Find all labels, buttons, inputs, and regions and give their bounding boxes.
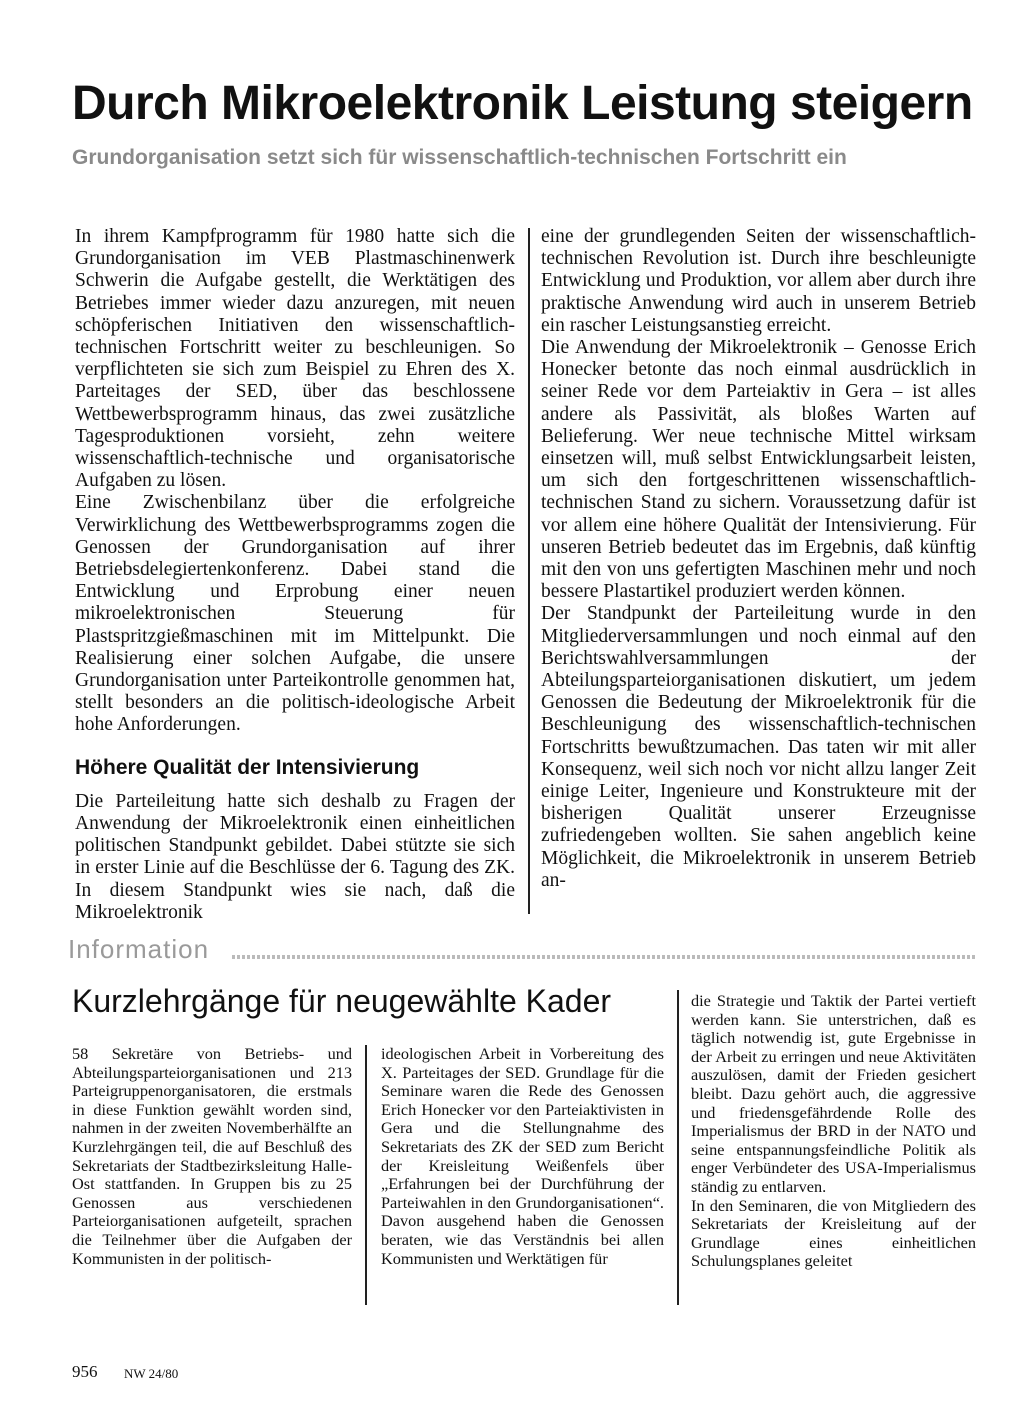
article-paragraph: eine der grundlegenden Seiten der wissenschaftlich-technischen Revolution ist. Durch ihre beschleunigte Entwicklung und Produktion, vor allem aber durch ihre praktische Anwendung wird auch in unserem Betrieb ein rascher Leistungsanstieg erreicht. — [541, 226, 976, 336]
article-paragraph: Die Anwendung der Mikroelektronik – Genosse Erich Honecker betonte das noch einmal ausdrücklich in seiner Rede vor dem Parteiaktiv in Gera – ist alles andere als Passivität, als bloßes Warten auf Belieferung. Wer neue technische Mittel wirksam einsetzen will, muß selbst Entwicklungsarbeit leisten, um sich den fortgeschrittenen wissenschaftlich-technischen Stand zu sichern. Voraussetzung dafür ist vor allem eine höhere Qualität der Intensivierung. Für unseren Betrieb bedeutet das im Ergebnis, daß künftig mit den von uns gefertigten Maschinen mehr und noch bessere Plastartikel produziert werden können. — [541, 337, 976, 603]
info-paragraph: ideologischen Arbeit in Vorbereitung des X. Parteitages der SED. Grundlage für die Seminare waren die Rede des Genossen Erich Honecker vor den Parteiaktivisten in Gera und die Stellungnahme des Sekretariats des ZK der SED zum Bericht der Kreisleitung Weißenfels über „Erfahrungen bei der Durchführung der Parteiwahlen in den Grundorganisationen“. Davon ausgehend haben die Genossen beraten, wie das Verständnis bei allen Kommunisten und Werktätigen für — [381, 1044, 664, 1268]
issue-label: NW 24/80 — [124, 1366, 179, 1381]
column-divider — [528, 228, 530, 914]
info-paragraph: In den Seminaren, die von Mitgliedern des Sekretariats der Kreisleitung auf der Grundlage eines einheitlichen Schulungsplanes geleitet — [691, 1195, 976, 1271]
info-column-3 — [691, 992, 976, 1271]
info-column-2 — [381, 1045, 664, 1268]
column-divider — [365, 1045, 367, 1305]
article-paragraph: Eine Zwischenbilanz über die erfolgreiche Verwirklichung des Wettbewerbsprogramms zogen die Genossen der Grundorganisation auf ihrer Betriebsdelegiertenkonferenz. Dabei stand die Entwicklung und Erprobung einer neuen mikroelektronischen Steuerung für Plastspritzgießmaschinen mit im Mittelpunkt. Die Realisierung einer solchen Aufgabe, die unsere Grundorganisation unter Parteikontrolle genommen hat, stellt besonders an die politisch-ideologische Arbeit hohe Anforderungen. — [75, 492, 515, 736]
column-divider — [677, 990, 679, 1305]
information-label: Information — [68, 934, 210, 964]
page-number: 956 — [72, 1362, 98, 1381]
section-heading: Höhere Qualität der Intensivierung — [75, 755, 420, 779]
info-paragraph: die Strategie und Taktik der Partei vertieft werden kann. Sie unterstrichen, daß es täglich notwendig ist, gute Ergebnisse in der Arbeit zu erringen und neue Aktivitäten auszulösen, damit der Frieden gesichert bleibt. Dazu gehört auch, die aggressive und friedensgefährdende Rolle des Imperialismus der BRD in der NATO und seine entspannungsfeindliche Politik als enger Verbündeter des USA-Imperialismus ständig zu entlarven. — [691, 991, 976, 1196]
article-column-2 — [541, 226, 976, 892]
info-title: Kurzlehrgänge für neugewählte Kader — [72, 983, 612, 1019]
article-title: Durch Mikroelektronik Leistung steigern — [72, 77, 973, 130]
info-column-1 — [72, 1045, 352, 1268]
article-paragraph: Die Parteileitung hatte sich deshalb zu Fragen der Anwendung der Mikroelektronik einen einheitlichen politischen Standpunkt gebildet. Dabei stützte sie sich in erster Linie auf die Beschlüsse der 6. Tagung des ZK. In diesem Standpunkt wies sie nach, daß die Mikroelektronik — [75, 790, 515, 923]
article-paragraph: Der Standpunkt der Parteileitung wurde in den Mitgliederversammlungen und noch einmal auf den Berichtswahlversammlungen der Abteilungsparteiorganisationen diskutiert, um jedem Genossen die Bedeutung der Mikroelektronik für die Beschleunigung des wissenschaftlich-technischen Fortschritts bewußtzumachen. Das taten wir mit aller Konsequenz, weil sich noch vor nicht allzu langer Zeit einige Leiter, Ingenieure und Konstrukteure mit der bisherigen Qualität unserer Erzeugnisse zufriedengeben wollten. Sie sahen angeblich keine Möglichkeit, die Mikroelektronik in unserem Betrieb an- — [541, 603, 976, 891]
article-column-1 — [75, 226, 515, 924]
article-subtitle: Grundorganisation setzt sich für wissenschaftlich-technischen Fortschritt ein — [72, 146, 847, 169]
information-rule — [232, 955, 977, 959]
article-paragraph: In ihrem Kampfprogramm für 1980 hatte sich die Grundorganisation im VEB Plastmaschinenwerk Schwerin die Aufgabe gestellt, die Werktätigen des Betriebes immer wieder dazu anzuregen, mit neuen schöpferischen Initiativen den wissenschaftlich-technischen Fortschritt weiter zu beschleunigen. So verpflichteten sie sich zum Beispiel zu Ehren des X. Parteitages der SED, über das beschlossene Wettbewerbsprogramm hinaus, das zwei zusätzliche Tagesproduktionen vorsieht, zehn weitere wissenschaftlich-technische und organisatorische Aufgaben zu lösen. — [75, 226, 515, 492]
info-paragraph: 58 Sekretäre von Betriebs- und Abteilungsparteiorganisationen und 213 Parteigruppenorganisatoren, die erstmals in diese Funktion gewählt worden sind, nahmen in der zweiten Novemberhälfte an Kurzlehrgängen teil, die auf Beschluß des Sekretariats der Stadtbezirksleitung Halle-Ost stattfanden. In Gruppen bis zu 25 Genossen aus verschiedenen Parteiorganisationen aufgeteilt, sprachen die Teilnehmer über die Aufgaben der Kommunisten in der politisch- — [72, 1044, 352, 1268]
